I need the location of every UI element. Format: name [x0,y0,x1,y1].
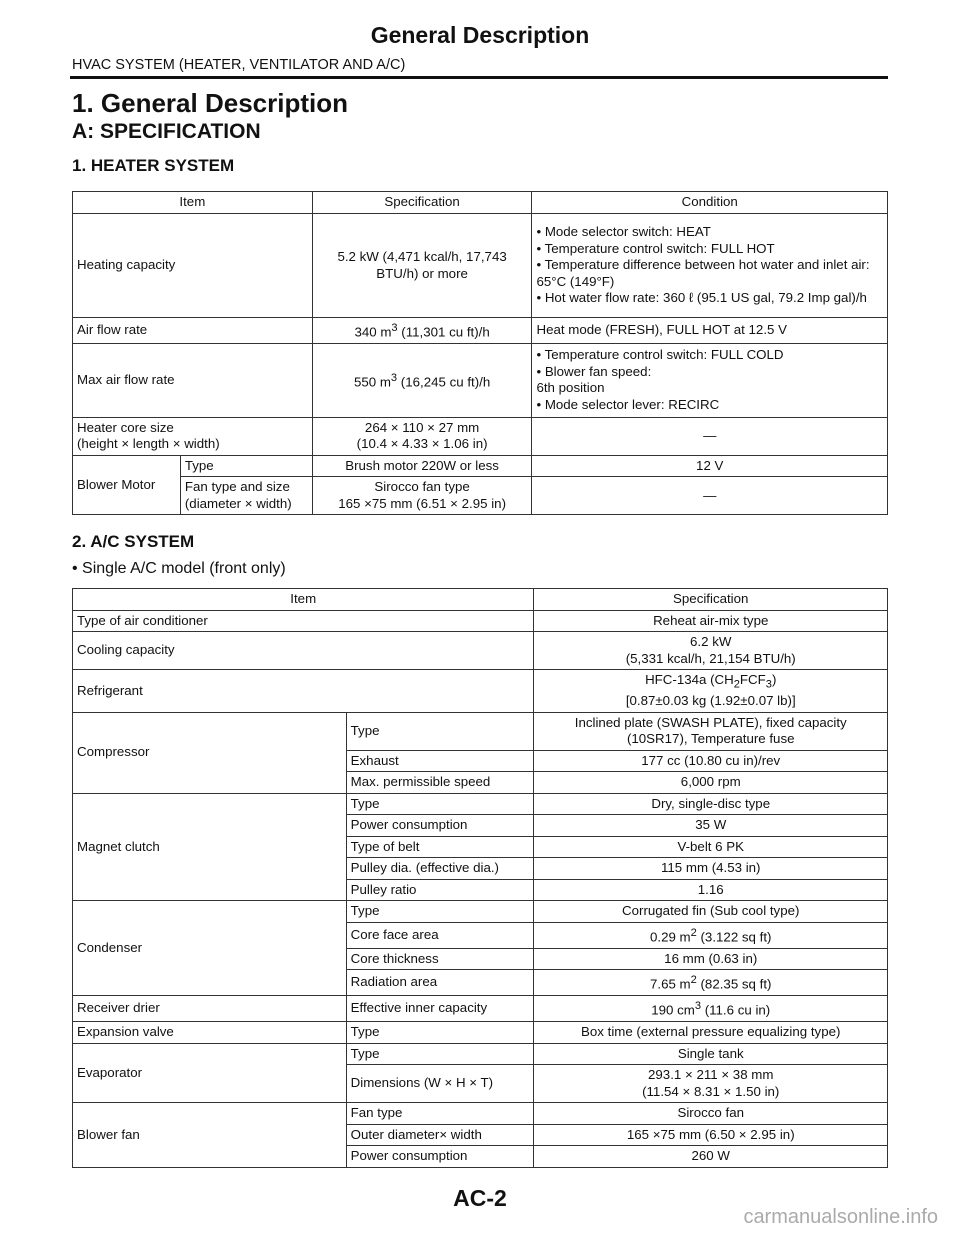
spec-line [538,672,883,693]
subitem-cell: Radiation area [346,970,534,996]
subitem-line: (diameter × width) [184,495,292,511]
spec-line: (11.54 × 8.31 × 1.50 in) [642,1083,780,1099]
ac-bullet: • Single A/C model (front only) [72,560,286,577]
condition-line: • Mode selector switch: HEAT [536,224,711,240]
spec-cell: Single tank [534,1043,888,1065]
spec-text: ) [771,672,777,687]
condition-line: 6th position [536,380,605,396]
spec-cell [534,970,888,996]
superscript: 3 [390,371,398,384]
spec-text: 7.65 m [649,976,691,992]
spec-text: 0.29 m [649,929,691,945]
spec-cell [534,1065,888,1103]
spec-cell [312,318,532,344]
spec-line: Sirocco fan type [374,479,470,495]
spec-line: 6.2 kW [690,634,732,649]
subitem-cell: Fan type [346,1103,534,1125]
condition-cell [532,214,888,318]
spec-cell: 165 ×75 mm (6.50 × 2.95 in) [534,1124,888,1146]
spec-cell [312,477,532,515]
spec-cell: 35 W [534,815,888,837]
spec-cell [534,712,888,750]
ac-spec-table [72,588,888,1168]
subitem-cell: Pulley dia. (effective dia.) [346,858,534,880]
header-condition: Condition [532,192,888,214]
spec-cell [312,343,532,417]
heater-spec-table [72,191,888,515]
subitem-cell: Type [346,712,534,750]
spec-line: 165 ×75 mm (6.51 × 2.95 in) [338,495,506,511]
table-row [73,996,888,1022]
spec-cell [534,670,888,713]
subitem-cell: Type [346,1022,534,1044]
spec-text: (16,245 cu ft)/h [397,374,491,390]
heater-heading: 1. HEATER SYSTEM [72,156,235,175]
spec-cell: Brush motor 220W or less [312,455,532,477]
header-specification: Specification [534,589,888,611]
spec-cell: Sirocco fan [534,1103,888,1125]
item-cell: Refrigerant [73,670,534,713]
table-row [73,318,888,344]
table-row [73,632,888,670]
spec-cell: 16 mm (0.63 in) [534,948,888,970]
ac-heading: 2. A/C SYSTEM [72,532,195,551]
subitem-cell: Pulley ratio [346,879,534,901]
spec-text: (82.35 sq ft) [696,976,772,992]
spec-cell [534,996,888,1022]
item-cell: Max air flow rate [73,343,313,417]
subsection-title: A: SPECIFICATION [72,120,261,143]
subitem-cell: Power consumption [346,1146,534,1168]
subitem-cell: Effective inner capacity [346,996,534,1022]
spec-cell [312,417,532,455]
subscript: 3 [765,678,772,691]
table-header-row [73,589,888,611]
watermark: carmanualsonline.info [743,1206,938,1228]
spec-cell: 115 mm (4.53 in) [534,858,888,880]
condition-cell [532,343,888,417]
subitem-cell: Type of belt [346,836,534,858]
condition-line: • Temperature difference between hot water and inlet air: 65°C (149°F) [536,257,870,289]
subitem-cell: Outer diameter× width [346,1124,534,1146]
spec-line: (10SR17), Temperature fuse [626,731,795,747]
item-line: (height × length × width) [77,436,220,452]
subitem-cell: Type [346,1043,534,1065]
condition-cell: — [532,417,888,455]
table-row [73,1103,888,1125]
spec-text: 340 m [354,324,392,340]
spec-cell: Box time (external pressure equalizing type) [534,1022,888,1044]
spec-text: (11,301 cu ft)/h [397,324,490,340]
item-cell: Blower fan [73,1103,347,1168]
spec-cell [534,922,888,948]
item-cell: Compressor [73,712,347,793]
spec-cell: 6,000 rpm [534,772,888,794]
spec-line: (10.4 × 4.33 × 1.06 in) [356,436,488,452]
superscript: 2 [690,974,697,987]
subitem-cell: Type [180,455,312,477]
spec-text: (3.122 sq ft) [696,929,772,945]
item-line: Heater core size [77,419,174,435]
spec-cell: 5.2 kW (4,471 kcal/h, 17,743 BTU/h) or more [312,214,532,318]
condition-cell: 12 V [532,455,888,477]
header-divider [70,76,888,79]
spec-cell: 1.16 [534,879,888,901]
item-cell: Receiver drier [73,996,347,1022]
table-row [73,712,888,750]
subitem-cell: Dimensions (W × H × T) [346,1065,534,1103]
spec-cell: 177 cc (10.80 cu in)/rev [534,750,888,772]
subitem-cell: Max. permissible speed [346,772,534,794]
item-cell: Heating capacity [73,214,313,318]
item-cell: Cooling capacity [73,632,534,670]
table-header-row [73,192,888,214]
spec-text: 190 cm [651,1002,695,1018]
item-cell: Type of air conditioner [73,610,534,632]
condition-line: • Hot water flow rate: 360 ℓ (95.1 US gal, 79.2 Imp gal)/h [536,290,867,306]
item-cell: Evaporator [73,1043,347,1103]
page-header-subtitle: HVAC SYSTEM (HEATER, VENTILATOR AND A/C) [72,57,406,73]
table-row [73,477,888,515]
subitem-cell: Type [346,901,534,923]
spec-text: 550 m [353,374,391,390]
item-cell: Air flow rate [73,318,313,344]
condition-line: • Mode selector lever: RECIRC [536,396,720,412]
item-cell: Magnet clutch [73,793,347,901]
spec-cell: Reheat air-mix type [534,610,888,632]
spec-cell: V-belt 6 PK [534,836,888,858]
table-row [73,455,888,477]
table-row [73,214,888,318]
table-row [73,670,888,713]
header-item: Item [73,192,313,214]
table-row [73,610,888,632]
item-cell [73,417,313,455]
subscript: 2 [733,678,740,691]
table-row [73,901,888,923]
subitem-cell: Exhaust [346,750,534,772]
spec-cell: Dry, single-disc type [534,793,888,815]
spec-cell [534,632,888,670]
spec-text: (11.6 cu in) [701,1002,771,1018]
table-row [73,793,888,815]
spec-cell: Corrugated fin (Sub cool type) [534,901,888,923]
subitem-cell: Power consumption [346,815,534,837]
table-row [73,1022,888,1044]
page-number: AC-2 [453,1185,507,1211]
spec-line: 293.1 × 211 × 38 mm [648,1067,774,1083]
condition-cell: — [532,477,888,515]
spec-line: (5,331 kcal/h, 21,154 BTU/h) [625,650,796,666]
item-cell: Blower Motor [73,455,181,515]
section-title: 1. General Description [72,88,348,118]
spec-text: FCF [739,672,766,687]
header-specification: Specification [312,192,532,214]
superscript: 2 [690,926,697,939]
spec-line: [0.87±0.03 kg (1.92±0.07 lb)] [625,693,796,709]
subitem-line: Fan type and size [184,479,290,495]
condition-cell: Heat mode (FRESH), FULL HOT at 12.5 V [532,318,888,344]
condition-line: • Temperature control switch: FULL HOT [536,240,775,256]
condition-line: • Blower fan speed: [536,363,652,379]
condition-line: • Temperature control switch: FULL COLD [536,347,784,363]
spec-line: Inclined plate (SWASH PLATE), fixed capacity [574,714,847,730]
superscript: 3 [694,1000,701,1013]
spec-line: 264 × 110 × 27 mm [364,419,480,435]
page-header-title: General Description [370,22,590,48]
superscript: 3 [391,322,398,334]
item-cell: Condenser [73,901,347,996]
header-item: Item [73,589,534,611]
subitem-cell: Core face area [346,922,534,948]
subitem-cell: Core thickness [346,948,534,970]
subitem-cell: Type [346,793,534,815]
spec-text: HFC-134a (CH [645,672,734,687]
table-row [73,417,888,455]
subitem-cell [180,477,312,515]
item-cell: Expansion valve [73,1022,347,1044]
spec-cell: 260 W [534,1146,888,1168]
table-row [73,343,888,417]
table-row [73,1043,888,1065]
